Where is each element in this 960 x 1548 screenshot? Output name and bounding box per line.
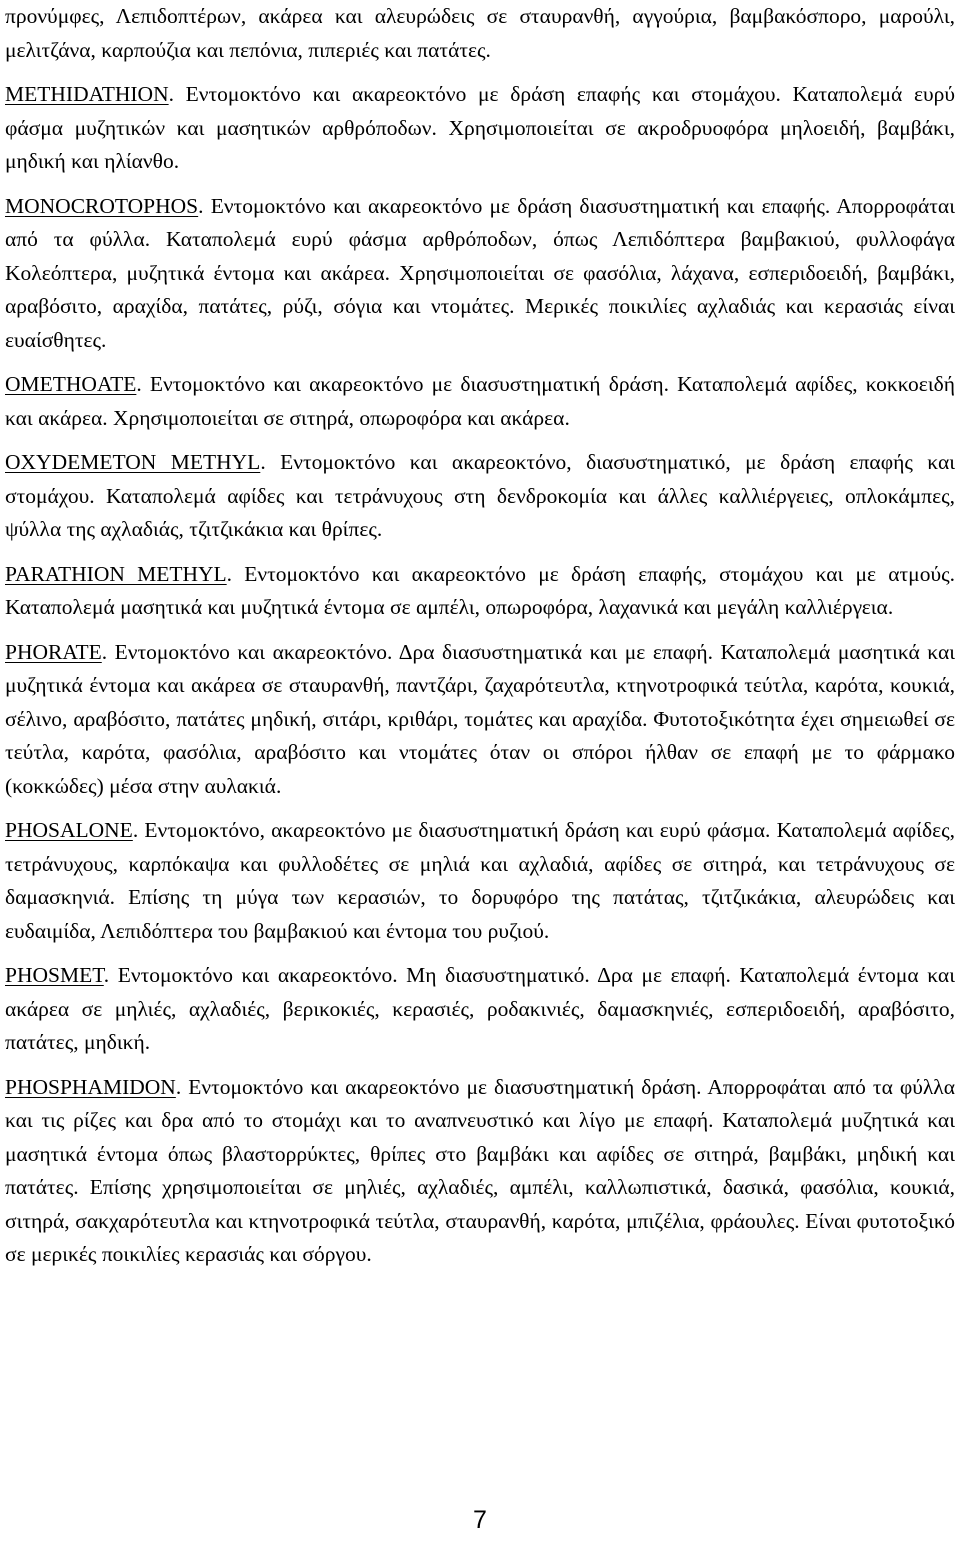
paragraph-parathion-methyl (5, 558, 955, 625)
pesticide-term: PHORATE (5, 639, 102, 664)
pesticide-term: PHOSALONE (5, 818, 133, 842)
pesticide-term: PARATHION METHYL (5, 561, 227, 586)
paragraph-omethoate (5, 368, 955, 435)
document-page (5, 0, 955, 1283)
pesticide-term: OMETHOATE (5, 372, 137, 396)
paragraph-text: . Εντομοκτόνο και ακαρεοκτόνο με δράση διασυστηματική και επαφής. Απορροφάται από τα φύλλα. Καταπολεμά ευρύ φάσμα αρθρόποδων, όπως Λεπιδόπτερα βαμβακιού, φυλλοφάγα Κολεόπτερα, μυζητικά έντομα και ακάρεα. Χρησιμοποιείται σε φασόλια, λάχανα, εσπεριδοειδή, βαμβάκι, αραβόσιτο, αραχίδα, πατάτες, ρύζι, σόγια και ντομάτες. Μερικές ποικιλίες αχλαδιάς και κερασιάς είναι ευαίσθητες. (5, 193, 955, 352)
paragraph-phosalone (5, 814, 955, 948)
paragraph-text: . Εντομοκτόνο και ακαρεοκτόνο με δράση επαφής, στομάχου και με ατμούς. Καταπολεμά μασητικά και μυζητικά έντομα σε αμπέλι, οπωροφόρα, λαχανικά και μεγάλη καλλιέργεια. (5, 561, 955, 619)
paragraph-text: . Εντομοκτόνο και ακαρεοκτόνο με διασυστηματική δράση. Απορροφάται από τα φύλλα και τις ρίζες και δρα από το στομάχι και το αναπνευστικό και λίγο με επαφή. Καταπολεμά μυζητικά και μασητικά έντομα όπως βλαστορρύκτες, θρίπες στο βαμβάκι και αφίδες σε σιτηρά, βαμβάκι, μηδική και πατάτες. Επίσης χρησιμοποιείται σε μηλιές, αχλαδιές, αμπέλι, καλλωπιστικά, δασικά, φασόλια, κουκιά, σιτηρά, σακχαρότευτλα και κτηνοτροφικά τεύτλα, σταυρανθή, καρότα, μπιζέλια, φράουλες. Είναι φυτοτοξικό σε μερικές ποικιλίες κερασιάς και σόργου. (5, 1074, 955, 1266)
paragraph-monocrotophos (5, 190, 955, 358)
pesticide-term: MONOCROTOPHOS (5, 193, 199, 218)
paragraph-phosphamidon (5, 1071, 955, 1272)
paragraph-text: . Εντομοκτόνο και ακαρεοκτόνο. Δρα διασυστηματικά και με επαφή. Καταπολεμά μασητικά και μυζητικά έντομα και ακάρεα σε σταυρανθή, παντζάρι, ζαχαρότευτλα, κτηνοτροφικά τεύτλα, καρότα, κουκιά, σέλινο, αραβόσιτο, πατάτες μηδική, σιτάρι, κριθάρι, τομάτες και αραχίδα. Φυτοτοξικότητα έχει σημειωθεί σε τεύτλα, καρότα, φασόλια, αραβόσιτο και ντομάτες όταν οι σπόροι ήλθαν σε επαφή με το φάρμακο (κοκκώδες) μέσα στην αυλακιά. (5, 639, 955, 798)
paragraph-text: . Εντομοκτόνο και ακαρεοκτόνο με δράση επαφής και στομάχου. Καταπολεμά ευρύ φάσμα μυζητικών και μασητικών αρθρόποδων. Χρησιμοποιείται σε ακροδρυοφόρα μηλοειδή, βαμβάκι, μηδική και ηλίανθο. (5, 82, 955, 173)
paragraph-text: . Εντομοκτόνο, ακαρεοκτόνο με διασυστηματική δράση και ευρύ φάσμα. Καταπολεμά αφίδες, τετράνυχους, καρπόκαψα και φυλλοδέτες σε μηλιά και αχλαδιά, αφίδες σε σιτηρά, και τετράνυχους σε δαμασκηνιά. Επίσης τη μύγα των κερασιών, το δορυφόρο της πατάτας, τζιτζικάκια, αλευρώδεις και ευδαιμίδα, Λεπιδόπτερα του βαμβακιού και έντομα του ρυζιού. (5, 818, 955, 943)
paragraph-text: . Εντομοκτόνο και ακαρεοκτόνο με διασυστηματική δράση. Καταπολεμά αφίδες, κοκκοειδή και ακάρεα. Χρησιμοποιείται σε σιτηρά, οπωροφόρα και ακάρεα. (5, 372, 955, 430)
pesticide-term: METHIDATHION (5, 82, 169, 106)
pesticide-term: OXYDEMETON METHYL (5, 450, 261, 474)
paragraph-oxydemeton-methyl (5, 446, 955, 547)
paragraph-methidathion (5, 78, 955, 179)
paragraph-text: . Εντομοκτόνο και ακαρεοκτόνο. Μη διασυστηματικό. Δρα με επαφή. Καταπολεμά έντομα και ακάρεα σε μηλιές, αχλαδιές, βερικοκιές, κερασιές, ροδακινιές, δαμασκηνιές, εσπεριδοειδή, αραβόσιτο, πατάτες, μηδική. (5, 963, 955, 1054)
paragraph-intro (5, 0, 955, 67)
paragraph-phosmet (5, 959, 955, 1060)
page-number: 7 (473, 1506, 487, 1534)
paragraph-text: προνύμφες, Λεπιδοπτέρων, ακάρεα και αλευρώδεις σε σταυρανθή, αγγούρια, βαμβακόσπορο, μαρούλι, μελιτζάνα, καρπούζια και πεπόνια, πιπεριές και πατάτες. (5, 4, 955, 62)
paragraph-phorate (5, 636, 955, 804)
pesticide-term: PHOSMET (5, 963, 104, 987)
pesticide-term: PHOSPHAMIDON (5, 1074, 176, 1099)
paragraph-text: . Εντομοκτόνο και ακαρεοκτόνο, διασυστηματικό, με δράση επαφής και στομάχου. Καταπολεμά αφίδες και τετράνυχους στη δενδροκομία και άλλες καλλιέργειες, οπλοκάμπες, ψύλλα της αχλαδιάς, τζιτζικάκια και θρίπες. (5, 450, 955, 541)
